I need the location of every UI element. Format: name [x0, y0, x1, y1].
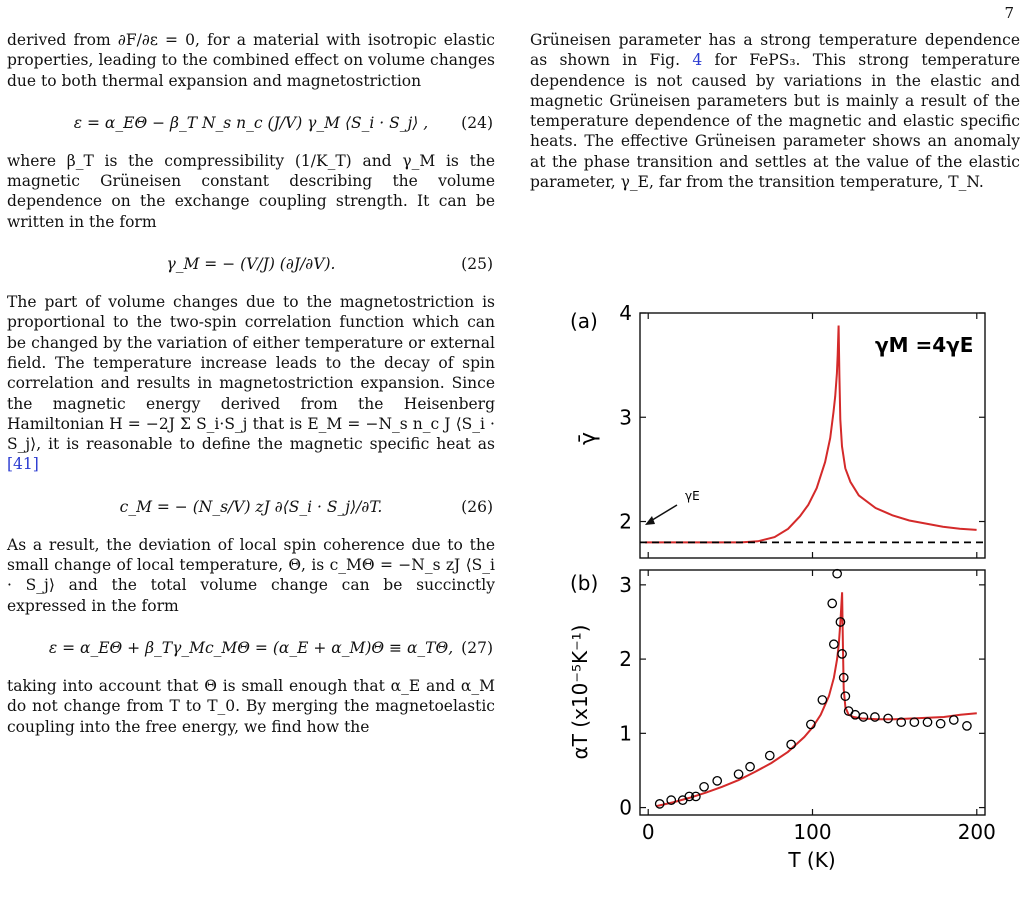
equation-number: (25)	[461, 254, 493, 273]
data-point	[936, 719, 944, 727]
y-tick-label: 3	[619, 572, 632, 597]
panel-a-ylabel: γ̄	[576, 431, 601, 445]
paragraph-text: for FePS₃. This strong temperature dependence is not caused by variations in the elastic and magnetic Grüneisen parameters but is mainly a result of the temperature dependence of the magnetic and elastic specific heats. The effective Grüneisen parameter shows an anomaly at the phase transition and settles at the value of the elastic parameter, γ_E, far from the transition temperature, T_N.	[530, 51, 1020, 192]
equation-body: c_M = − (N_s/V) zJ ∂⟨S_i · S_j⟩/∂T.	[119, 497, 383, 516]
data-point	[828, 599, 836, 607]
data-point	[963, 722, 971, 730]
panel-b-label: (b)	[570, 571, 599, 595]
data-point	[830, 640, 838, 648]
panel-a-label: (a)	[570, 309, 598, 333]
equation-27	[7, 626, 495, 670]
x-axis-label: T (K)	[788, 848, 836, 872]
series-line	[645, 326, 977, 543]
data-point	[950, 716, 958, 724]
equation-24	[7, 101, 495, 145]
page-number: 7	[1004, 4, 1014, 22]
y-tick-label: 2	[619, 647, 632, 672]
paragraph	[7, 292, 495, 475]
paragraph: derived from ∂F/∂ε = 0, for a material with isotropic elastic properties, leading to the combined effect on volume changes due to both thermal expansion and magnetostriction	[7, 31, 495, 90]
data-point	[787, 740, 795, 748]
y-tick-label: 0	[619, 795, 632, 820]
equation-25	[7, 242, 495, 286]
data-point	[713, 777, 721, 785]
x-tick-label: 100	[793, 820, 832, 844]
equation-number: (26)	[461, 497, 493, 516]
y-tick-label: 4	[619, 301, 632, 325]
data-point	[833, 570, 841, 578]
data-point	[818, 696, 826, 704]
gamma-ratio-annotation: γM =4γE	[875, 333, 974, 357]
equation-number: (27)	[461, 638, 493, 657]
paragraph: where β_T is the compressibility (1/K_T) and γ_M is the magnetic Grüneisen constant describing the volume dependence on the exchange coupling strength. It can be written in the form	[7, 151, 495, 231]
data-point	[766, 751, 774, 759]
data-point	[923, 718, 931, 726]
figure-link[interactable]: 4	[692, 51, 703, 70]
data-point	[700, 783, 708, 791]
paragraph: taking into account that Θ is small enough that α_E and α_M do not change from T to T_0. By merging the magnetoelastic coupling into the free energy, we find how the	[7, 676, 495, 736]
panel-a	[570, 301, 985, 558]
data-point	[734, 770, 742, 778]
panel-b-ylabel: αT (x10⁻⁵K⁻¹)	[568, 624, 592, 760]
figure-4	[565, 300, 1005, 890]
x-tick-label: 200	[957, 820, 996, 844]
paragraph	[530, 30, 1020, 192]
left-column	[7, 30, 495, 747]
y-tick-label: 3	[619, 405, 632, 430]
equation-body: γ_M = − (V/J) (∂J/∂V).	[166, 254, 336, 273]
right-column	[530, 30, 1020, 202]
equation-body: ε = α_EΘ + β_Tγ_Mc_MΘ = (α_E + α_M)Θ ≡ α_TΘ,	[48, 638, 454, 657]
equation-body: ε = α_EΘ − β_T N_s n_c (J/V) γ_M ⟨S_i · S_j⟩ ,	[73, 113, 429, 132]
data-point	[746, 763, 754, 771]
data-point	[859, 713, 867, 721]
citation-link[interactable]: [41]	[7, 455, 39, 474]
panel-b-frame	[640, 570, 985, 815]
y-tick-label: 2	[619, 509, 632, 534]
paragraph-text: The part of volume changes due to the magnetostriction is proportional to the two-spin correlation function which can be changed by the variation of either temperature or external field. The temperature increase leads to the decay of spin correlation and results in magnetostriction expansion. Since the magnetic energy derived from the Heisenberg Hamiltonian H = −2J Σ S_i·S_j that is E_M = −N_s n_c J ⟨S_i · S_j⟩, it is reasonable to define the magnetic specific heat as	[7, 293, 495, 454]
gamma-e-label: γE	[685, 489, 700, 503]
panel-b	[568, 570, 996, 872]
equation-26	[7, 485, 495, 529]
series-line	[656, 592, 976, 806]
equation-number: (24)	[461, 113, 493, 132]
paragraph-text: Grüneisen parameter has a strong temperature dependence as shown in Fig.	[530, 31, 1020, 70]
figure-svg	[565, 300, 1005, 890]
y-tick-label: 1	[619, 721, 632, 746]
arrow-head-icon	[645, 516, 655, 525]
paragraph: As a result, the deviation of local spin coherence due to the small change of local temperature, Θ, is c_MΘ = −N_s zJ ⟨S_i · S_j⟩ and the total volume change can be succinctly expressed in the form	[7, 535, 495, 615]
x-tick-label: 0	[641, 820, 655, 844]
